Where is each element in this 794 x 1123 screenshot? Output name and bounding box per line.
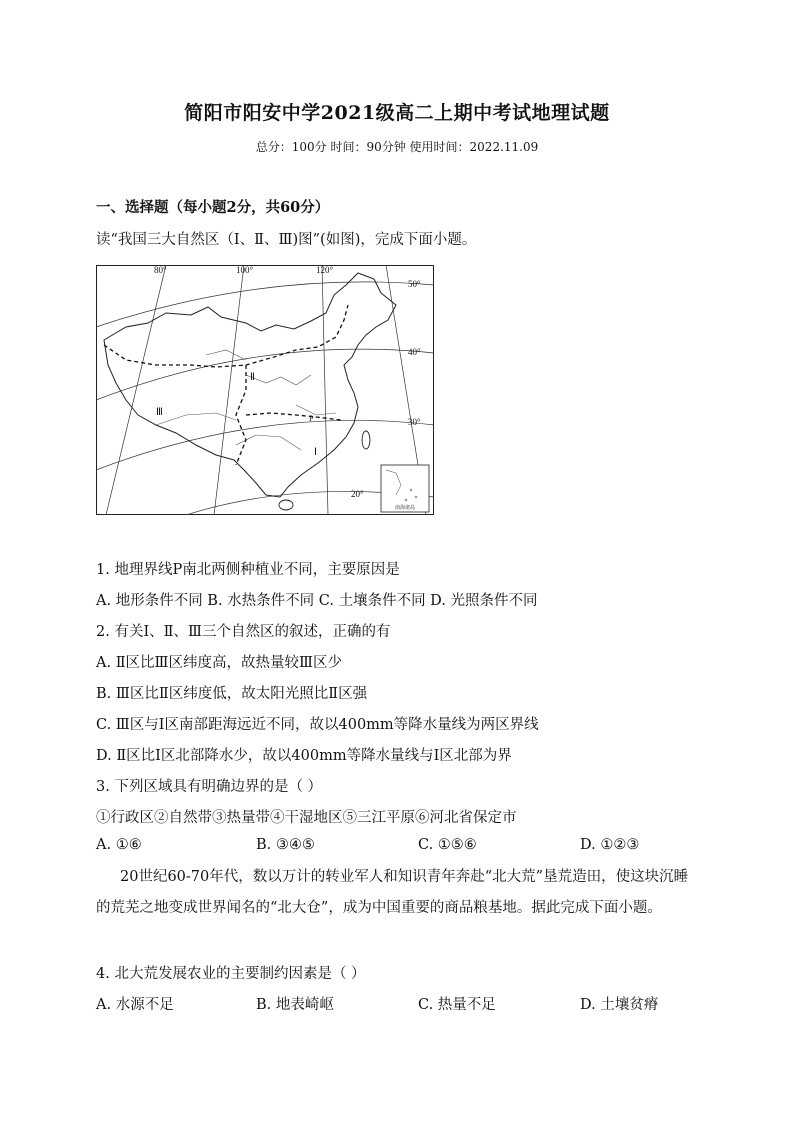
q2-stem: 2. 有关Ⅰ、Ⅱ、Ⅲ三个自然区的叙述，正确的有 [96,624,391,640]
q1-stem: 1. 地理界线P南北两侧种植业不同，主要原因是 [96,562,400,578]
section-intro: 读“我国三大自然区（Ⅰ、Ⅱ、Ⅲ)图”(如图)，完成下面小题。 [96,232,477,248]
q2-option-b: B. Ⅲ区比Ⅱ区纬度低，故太阳光照比Ⅱ区强 [96,686,368,702]
exam-meta: 总分：100分 时间：90分钟 使用时间：2022.11.09 [255,140,539,154]
q3-option-b: B. ③④⑤ [256,837,315,853]
lat-label-40: 40° [408,347,421,357]
region-label-I: Ⅰ [314,447,317,458]
q3-stem: 3. 下列区域具有明确边界的是（ ） [96,779,323,795]
region-label-II: Ⅱ [250,372,255,383]
q1-options: A. 地形条件不同 B. 水热条件不同 C. 土壤条件不同 D. 光照条件不同 [96,593,538,609]
q4-option-a: A. 水源不足 [96,997,174,1013]
china-natural-regions-map [96,265,434,515]
q4-options [0,993,794,1015]
q3-option-a: A. ①⑥ [96,837,142,853]
lat-label-30: 30° [408,417,421,427]
boundary-label-P: P [309,414,314,423]
q3-options [0,837,794,859]
q4-option-c: C. 热量不足 [418,997,496,1013]
q2-option-c: C. Ⅲ区与Ⅰ区南部距海远近不同，故以400mm等降水量线为两区界线 [96,717,539,733]
lat-label-20: 20° [351,489,364,499]
passage: 20世纪60-70年代，数以万计的转业军人和知识青年奔赴“北大荒”垦荒造田，使这块沉睡的荒芜之地变成世界闻名的“北大仓”，成为中国重要的商品粮基地。据此完成下面小题。 [96,869,689,916]
q4-option-d: D. 土壤贫瘠 [580,997,659,1013]
q4-option-b: B. 地表崎岖 [256,997,334,1013]
q4-stem: 4. 北大荒发展农业的主要制约因素是（ ） [96,966,366,982]
q3-option-c: C. ①⑤⑥ [418,837,477,853]
region-label-III: Ⅲ [156,407,163,418]
inset-caption: 南海诸岛 [394,505,416,511]
lat-label-50: 50° [408,279,421,289]
section-heading: 一、选择题（每小题2分，共60分） [96,199,330,216]
lon-label-120: 120° [316,265,334,275]
lon-label-100: 100° [236,265,254,275]
lon-label-80: 80° [154,265,167,275]
q2-option-d: D. Ⅱ区比Ⅰ区北部降水少，故以400mm等降水量线与Ⅰ区北部为界 [96,748,512,764]
page-title: 简阳市阳安中学2021级高二上期中考试地理试题 [184,102,610,124]
q3-option-d: D. ①②③ [580,837,640,853]
q2-option-a: A. Ⅱ区比Ⅲ区纬度高，故热量较Ⅲ区少 [96,655,343,671]
q3-list: ①行政区②自然带③热量带④干湿地区⑤三江平原⑥河北省保定市 [96,810,517,826]
